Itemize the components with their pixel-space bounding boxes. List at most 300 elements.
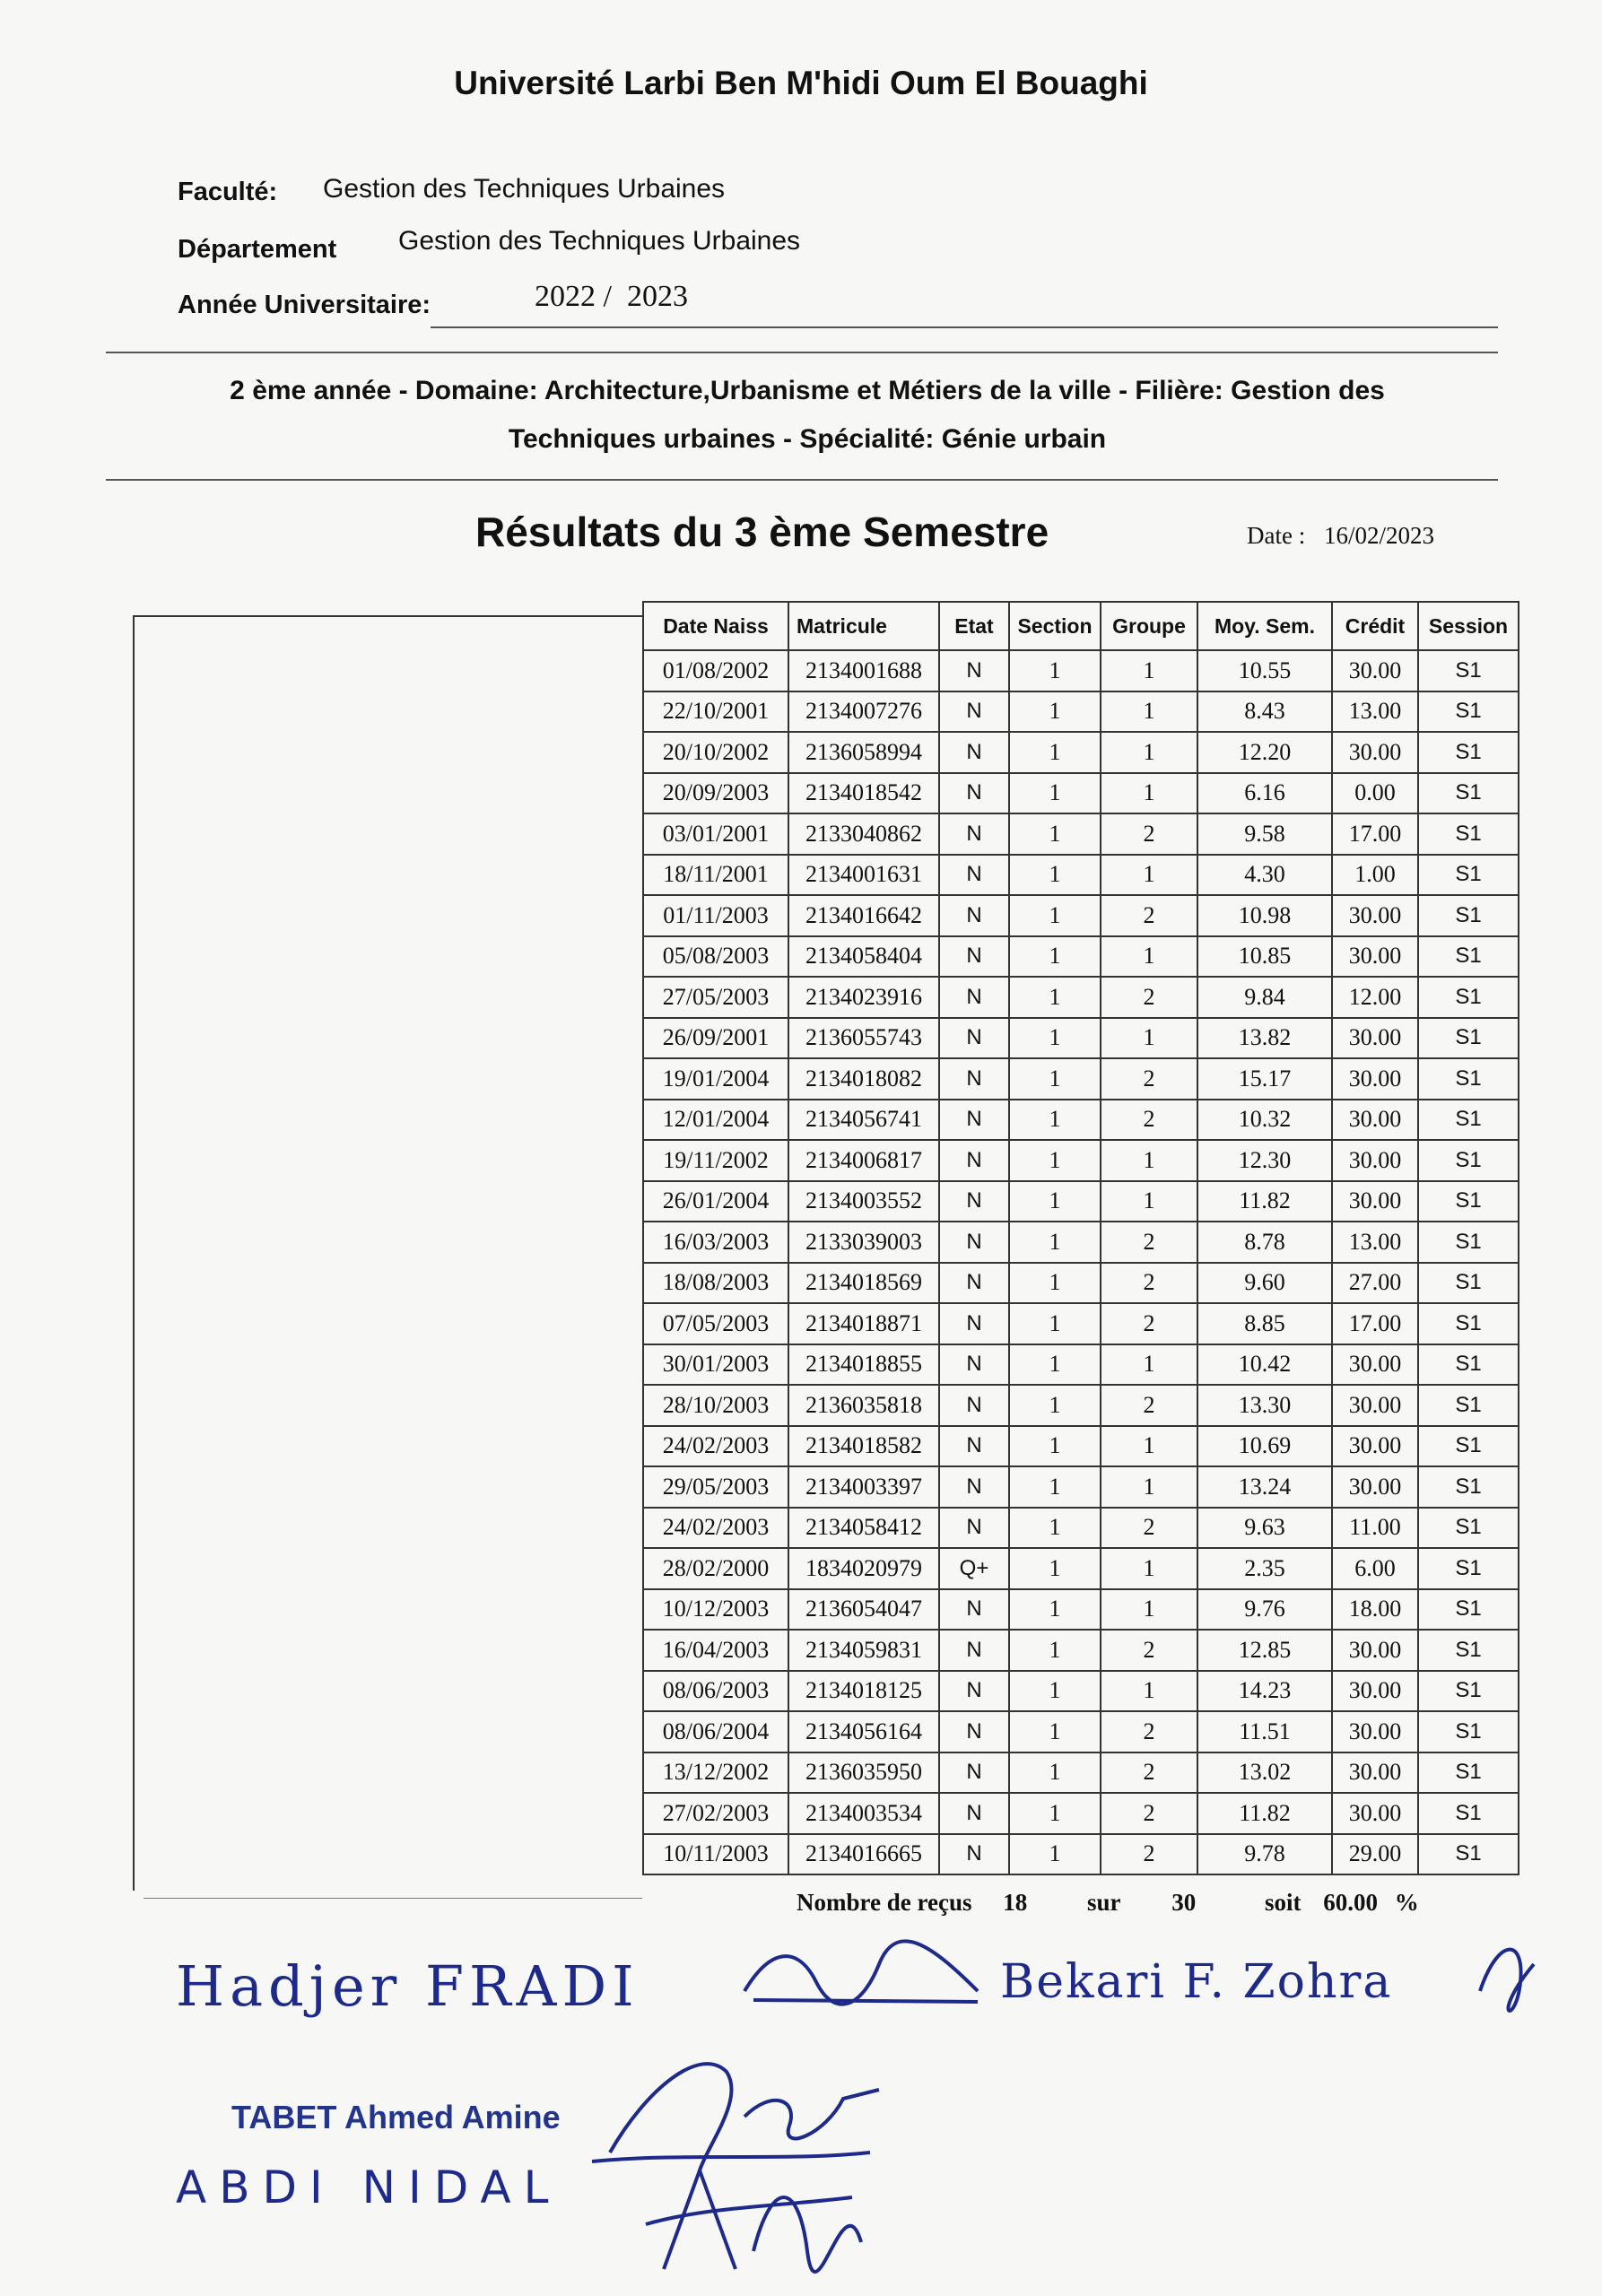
- cell-session: S1: [1418, 773, 1519, 814]
- cell-section: 1: [1009, 1548, 1101, 1589]
- cell-credit: 13.00: [1332, 1222, 1418, 1263]
- cell-moy-sem: 13.24: [1197, 1466, 1332, 1508]
- table-row: [643, 1711, 1519, 1752]
- cell-section: 1: [1009, 1018, 1101, 1059]
- cell-credit: 0.00: [1332, 773, 1418, 814]
- cell-session: S1: [1418, 1752, 1519, 1794]
- cell-session: S1: [1418, 1466, 1519, 1508]
- cell-etat: N: [939, 1630, 1009, 1671]
- cell-session: S1: [1418, 1263, 1519, 1304]
- cell-etat: N: [939, 977, 1009, 1018]
- header-session: Session: [1418, 602, 1519, 650]
- cell-date-naiss: 20/10/2002: [643, 732, 788, 773]
- table-row: [643, 1508, 1519, 1549]
- cell-groupe: 2: [1101, 1385, 1197, 1426]
- cell-credit: 30.00: [1332, 1630, 1418, 1671]
- cell-moy-sem: 9.84: [1197, 977, 1332, 1018]
- cell-date-naiss: 28/10/2003: [643, 1385, 788, 1426]
- cell-credit: 30.00: [1332, 1671, 1418, 1712]
- cell-etat: N: [939, 855, 1009, 896]
- cell-groupe: 2: [1101, 1834, 1197, 1875]
- header-groupe: Groupe: [1101, 602, 1197, 650]
- cell-section: 1: [1009, 977, 1101, 1018]
- cell-matricule: 2134001631: [788, 855, 939, 896]
- cell-moy-sem: 14.23: [1197, 1671, 1332, 1712]
- cell-credit: 30.00: [1332, 1018, 1418, 1059]
- faculte-label: Faculté:: [178, 178, 278, 206]
- cell-section: 1: [1009, 895, 1101, 936]
- table-row: [643, 1466, 1519, 1508]
- cursus-line-1: 2 ème année - Domaine: Architecture,Urbanisme et Métiers de la ville - Filière: Gestion des: [230, 376, 1385, 405]
- cell-matricule: 2134018082: [788, 1058, 939, 1100]
- cell-etat: N: [939, 1508, 1009, 1549]
- cell-session: S1: [1418, 936, 1519, 978]
- cell-matricule: 2134003552: [788, 1181, 939, 1222]
- cell-groupe: 2: [1101, 1263, 1197, 1304]
- cell-credit: 29.00: [1332, 1834, 1418, 1875]
- table-row: [643, 1018, 1519, 1059]
- cell-etat: N: [939, 1793, 1009, 1834]
- cell-date-naiss: 26/01/2004: [643, 1181, 788, 1222]
- cell-matricule: 2134023916: [788, 977, 939, 1018]
- cell-moy-sem: 10.42: [1197, 1344, 1332, 1386]
- table-row: [643, 977, 1519, 1018]
- cell-groupe: 1: [1101, 1466, 1197, 1508]
- header-section: Section: [1009, 602, 1101, 650]
- cell-moy-sem: 8.85: [1197, 1303, 1332, 1344]
- cell-moy-sem: 9.60: [1197, 1263, 1332, 1304]
- cell-matricule: 2134018855: [788, 1344, 939, 1386]
- cell-credit: 30.00: [1332, 650, 1418, 691]
- date-value: 16/02/2023: [1323, 522, 1434, 549]
- cell-moy-sem: 8.78: [1197, 1222, 1332, 1263]
- divider-upper: [106, 352, 1498, 353]
- table-row: [643, 732, 1519, 773]
- cell-groupe: 1: [1101, 1671, 1197, 1712]
- cell-session: S1: [1418, 1589, 1519, 1631]
- cell-credit: 11.00: [1332, 1508, 1418, 1549]
- cell-date-naiss: 16/03/2003: [643, 1222, 788, 1263]
- cell-matricule: 2134058404: [788, 936, 939, 978]
- cell-moy-sem: 12.20: [1197, 732, 1332, 773]
- cell-etat: N: [939, 773, 1009, 814]
- divider-summary: [144, 1898, 642, 1899]
- cell-date-naiss: 26/09/2001: [643, 1018, 788, 1059]
- cell-groupe: 2: [1101, 1058, 1197, 1100]
- cell-session: S1: [1418, 1834, 1519, 1875]
- cell-section: 1: [1009, 1385, 1101, 1426]
- cell-credit: 6.00: [1332, 1548, 1418, 1589]
- cell-groupe: 1: [1101, 1344, 1197, 1386]
- cell-groupe: 1: [1101, 691, 1197, 733]
- table-row: [643, 1344, 1519, 1386]
- cell-section: 1: [1009, 773, 1101, 814]
- cell-groupe: 1: [1101, 732, 1197, 773]
- cell-date-naiss: 08/06/2004: [643, 1711, 788, 1752]
- cell-section: 1: [1009, 1222, 1101, 1263]
- cell-etat: N: [939, 813, 1009, 855]
- cell-groupe: 2: [1101, 1222, 1197, 1263]
- cell-moy-sem: 11.82: [1197, 1793, 1332, 1834]
- divider-lower: [106, 479, 1498, 481]
- cell-credit: 30.00: [1332, 1140, 1418, 1181]
- cell-date-naiss: 01/08/2002: [643, 650, 788, 691]
- cell-section: 1: [1009, 936, 1101, 978]
- cell-credit: 30.00: [1332, 1181, 1418, 1222]
- cell-credit: 30.00: [1332, 1711, 1418, 1752]
- cell-moy-sem: 13.02: [1197, 1752, 1332, 1794]
- cell-etat: N: [939, 1834, 1009, 1875]
- cell-section: 1: [1009, 1793, 1101, 1834]
- header-moy-sem: Moy. Sem.: [1197, 602, 1332, 650]
- cell-credit: 30.00: [1332, 732, 1418, 773]
- cell-moy-sem: 9.63: [1197, 1508, 1332, 1549]
- cell-date-naiss: 05/08/2003: [643, 936, 788, 978]
- cursus-line-2: Techniques urbaines - Spécialité: Génie urbain: [508, 424, 1107, 454]
- cell-credit: 17.00: [1332, 813, 1418, 855]
- cell-matricule: 2134056741: [788, 1100, 939, 1141]
- cell-etat: N: [939, 691, 1009, 733]
- cell-etat: N: [939, 1018, 1009, 1059]
- cell-etat: N: [939, 1671, 1009, 1712]
- cell-credit: 30.00: [1332, 1466, 1418, 1508]
- table-header-row: [643, 602, 1519, 650]
- signature-2: [1471, 1928, 1543, 2027]
- table-row: [643, 1222, 1519, 1263]
- divider-top: [431, 326, 1498, 328]
- cell-session: S1: [1418, 1508, 1519, 1549]
- cell-date-naiss: 24/02/2003: [643, 1508, 788, 1549]
- cell-moy-sem: 13.30: [1197, 1385, 1332, 1426]
- header-credit: Crédit: [1332, 602, 1418, 650]
- cell-session: S1: [1418, 1671, 1519, 1712]
- cell-credit: 13.00: [1332, 691, 1418, 733]
- cell-session: S1: [1418, 1385, 1519, 1426]
- cell-section: 1: [1009, 1181, 1101, 1222]
- cell-matricule: 2134003397: [788, 1466, 939, 1508]
- cell-matricule: 2136055743: [788, 1018, 939, 1059]
- cell-section: 1: [1009, 1263, 1101, 1304]
- cell-credit: 30.00: [1332, 895, 1418, 936]
- cell-matricule: 2134018582: [788, 1426, 939, 1467]
- cell-groupe: 1: [1101, 936, 1197, 978]
- date-block: [1247, 522, 1434, 550]
- cell-etat: N: [939, 1263, 1009, 1304]
- cell-session: S1: [1418, 855, 1519, 896]
- cell-etat: N: [939, 1385, 1009, 1426]
- soit-value: 60.00: [1323, 1889, 1378, 1916]
- cell-section: 1: [1009, 1100, 1101, 1141]
- table-row: [643, 1752, 1519, 1794]
- cell-credit: 30.00: [1332, 1385, 1418, 1426]
- typed-name: TABET Ahmed Amine: [231, 2099, 561, 2135]
- cell-date-naiss: 12/01/2004: [643, 1100, 788, 1141]
- table-row: [643, 1630, 1519, 1671]
- table-row: [643, 691, 1519, 733]
- cell-matricule: 2134056164: [788, 1711, 939, 1752]
- table-row: [643, 1834, 1519, 1875]
- cell-section: 1: [1009, 1140, 1101, 1181]
- table-row: [643, 1793, 1519, 1834]
- cell-section: 1: [1009, 1589, 1101, 1631]
- cell-matricule: 2136035818: [788, 1385, 939, 1426]
- cell-session: S1: [1418, 1630, 1519, 1671]
- cell-matricule: 2134059831: [788, 1630, 939, 1671]
- cell-section: 1: [1009, 1630, 1101, 1671]
- cell-date-naiss: 30/01/2003: [643, 1344, 788, 1386]
- soit-label: soit: [1265, 1889, 1302, 1916]
- table-row: [643, 1100, 1519, 1141]
- cell-matricule: 2133039003: [788, 1222, 939, 1263]
- cell-moy-sem: 9.58: [1197, 813, 1332, 855]
- cell-credit: 12.00: [1332, 977, 1418, 1018]
- cell-moy-sem: 10.32: [1197, 1100, 1332, 1141]
- table-row: [643, 1589, 1519, 1631]
- handwritten-name-1: Hadjer FRADI: [176, 1953, 640, 2019]
- cell-date-naiss: 19/11/2002: [643, 1140, 788, 1181]
- cell-section: 1: [1009, 732, 1101, 773]
- cell-date-naiss: 20/09/2003: [643, 773, 788, 814]
- cell-section: 1: [1009, 1752, 1101, 1794]
- recus-label: Nombre de reçus: [797, 1889, 972, 1916]
- cell-session: S1: [1418, 1018, 1519, 1059]
- cell-moy-sem: 8.43: [1197, 691, 1332, 733]
- cell-etat: N: [939, 732, 1009, 773]
- cell-etat: N: [939, 1752, 1009, 1794]
- cell-credit: 30.00: [1332, 936, 1418, 978]
- annee-label: Année Universitaire:: [178, 291, 431, 319]
- cell-session: S1: [1418, 813, 1519, 855]
- table-row: [643, 650, 1519, 691]
- cell-date-naiss: 10/12/2003: [643, 1589, 788, 1631]
- cell-date-naiss: 10/11/2003: [643, 1834, 788, 1875]
- table-row: [643, 1181, 1519, 1222]
- cell-moy-sem: 6.16: [1197, 773, 1332, 814]
- cell-date-naiss: 24/02/2003: [643, 1426, 788, 1467]
- cell-credit: 17.00: [1332, 1303, 1418, 1344]
- table-row: [643, 895, 1519, 936]
- cell-etat: N: [939, 1426, 1009, 1467]
- cell-moy-sem: 15.17: [1197, 1058, 1332, 1100]
- handwritten-name-3: ABDI NIDAL: [176, 2161, 562, 2213]
- cell-groupe: 2: [1101, 1711, 1197, 1752]
- cell-session: S1: [1418, 1140, 1519, 1181]
- cell-moy-sem: 10.85: [1197, 936, 1332, 978]
- table-row: [643, 936, 1519, 978]
- handwritten-name-2: Bekari F. Zohra: [1000, 1955, 1393, 2009]
- cell-etat: N: [939, 1466, 1009, 1508]
- cell-groupe: 1: [1101, 1018, 1197, 1059]
- cell-moy-sem: 11.82: [1197, 1181, 1332, 1222]
- cell-section: 1: [1009, 1344, 1101, 1386]
- cell-date-naiss: 03/01/2001: [643, 813, 788, 855]
- semester-title: Résultats du 3 ème Semestre: [475, 509, 1049, 555]
- cell-groupe: 2: [1101, 1508, 1197, 1549]
- table-row: [643, 1058, 1519, 1100]
- cell-session: S1: [1418, 1426, 1519, 1467]
- annee-value: 2022 / 2023: [535, 280, 688, 313]
- university-name: Université Larbi Ben M'hidi Oum El Bouaghi: [454, 65, 1148, 101]
- cell-date-naiss: 08/06/2003: [643, 1671, 788, 1712]
- cell-groupe: 2: [1101, 813, 1197, 855]
- cell-moy-sem: 11.51: [1197, 1711, 1332, 1752]
- cell-matricule: 2134058412: [788, 1508, 939, 1549]
- cell-date-naiss: 28/02/2000: [643, 1548, 788, 1589]
- cell-etat: N: [939, 650, 1009, 691]
- cell-groupe: 1: [1101, 650, 1197, 691]
- table-row: [643, 1263, 1519, 1304]
- cell-etat: N: [939, 1589, 1009, 1631]
- cell-session: S1: [1418, 1548, 1519, 1589]
- cell-section: 1: [1009, 691, 1101, 733]
- cell-session: S1: [1418, 1100, 1519, 1141]
- cell-section: 1: [1009, 1711, 1101, 1752]
- table-row: [643, 1426, 1519, 1467]
- cell-groupe: 1: [1101, 1140, 1197, 1181]
- cell-matricule: 2134016642: [788, 895, 939, 936]
- cell-session: S1: [1418, 1793, 1519, 1834]
- signature-1: [736, 1928, 987, 2027]
- cell-groupe: 1: [1101, 855, 1197, 896]
- cell-groupe: 2: [1101, 1303, 1197, 1344]
- cell-groupe: 2: [1101, 1100, 1197, 1141]
- cell-groupe: 1: [1101, 1548, 1197, 1589]
- header-date-naiss: Date Naiss: [643, 602, 788, 650]
- cell-date-naiss: 18/11/2001: [643, 855, 788, 896]
- header-matricule: Matricule: [788, 602, 939, 650]
- table-row: [643, 855, 1519, 896]
- cell-etat: N: [939, 936, 1009, 978]
- cell-date-naiss: 22/10/2001: [643, 691, 788, 733]
- cell-session: S1: [1418, 1303, 1519, 1344]
- cell-etat: N: [939, 1100, 1009, 1141]
- cell-matricule: 2133040862: [788, 813, 939, 855]
- cell-etat: N: [939, 1058, 1009, 1100]
- cell-moy-sem: 9.78: [1197, 1834, 1332, 1875]
- cell-etat: N: [939, 1711, 1009, 1752]
- cell-etat: N: [939, 1140, 1009, 1181]
- cell-moy-sem: 2.35: [1197, 1548, 1332, 1589]
- cell-moy-sem: 10.55: [1197, 650, 1332, 691]
- cell-session: S1: [1418, 895, 1519, 936]
- cell-matricule: 1834020979: [788, 1548, 939, 1589]
- cell-matricule: 2134016665: [788, 1834, 939, 1875]
- cell-matricule: 2134018871: [788, 1303, 939, 1344]
- cell-section: 1: [1009, 1834, 1101, 1875]
- redacted-names-area: [133, 615, 644, 1891]
- departement-value: Gestion des Techniques Urbaines: [398, 226, 801, 256]
- cell-groupe: 1: [1101, 1589, 1197, 1631]
- cell-etat: N: [939, 895, 1009, 936]
- cell-section: 1: [1009, 1508, 1101, 1549]
- cell-moy-sem: 10.98: [1197, 895, 1332, 936]
- faculte-value: Gestion des Techniques Urbaines: [323, 174, 726, 204]
- cell-section: 1: [1009, 1058, 1101, 1100]
- cell-matricule: 2136035950: [788, 1752, 939, 1794]
- cell-credit: 30.00: [1332, 1058, 1418, 1100]
- recus-value: 18: [1003, 1889, 1028, 1916]
- cell-credit: 27.00: [1332, 1263, 1418, 1304]
- cell-credit: 1.00: [1332, 855, 1418, 896]
- cell-matricule: 2134006817: [788, 1140, 939, 1181]
- cell-groupe: 1: [1101, 773, 1197, 814]
- cell-date-naiss: 13/12/2002: [643, 1752, 788, 1794]
- percent-sign: %: [1394, 1889, 1419, 1916]
- cell-session: S1: [1418, 732, 1519, 773]
- cell-section: 1: [1009, 1466, 1101, 1508]
- cell-section: 1: [1009, 813, 1101, 855]
- results-table: [642, 601, 1519, 1875]
- cell-date-naiss: 29/05/2003: [643, 1466, 788, 1508]
- cell-matricule: 2134018125: [788, 1671, 939, 1712]
- cell-date-naiss: 16/04/2003: [643, 1630, 788, 1671]
- cell-groupe: 1: [1101, 1426, 1197, 1467]
- cell-etat: N: [939, 1344, 1009, 1386]
- table-row: [643, 813, 1519, 855]
- cell-matricule: 2136058994: [788, 732, 939, 773]
- table-row: [643, 773, 1519, 814]
- cell-groupe: 2: [1101, 895, 1197, 936]
- cell-etat: N: [939, 1303, 1009, 1344]
- departement-label: Département: [178, 235, 337, 264]
- summary-line: [797, 1889, 1444, 1917]
- cell-groupe: 2: [1101, 1793, 1197, 1834]
- cell-section: 1: [1009, 855, 1101, 896]
- cell-session: S1: [1418, 1181, 1519, 1222]
- cell-matricule: 2134007276: [788, 691, 939, 733]
- header-etat: Etat: [939, 602, 1009, 650]
- cell-etat: Q+: [939, 1548, 1009, 1589]
- cell-moy-sem: 9.76: [1197, 1589, 1332, 1631]
- cell-section: 1: [1009, 1671, 1101, 1712]
- cell-groupe: 2: [1101, 977, 1197, 1018]
- cell-session: S1: [1418, 650, 1519, 691]
- cell-moy-sem: 10.69: [1197, 1426, 1332, 1467]
- table-row: [643, 1303, 1519, 1344]
- date-label: Date :: [1247, 522, 1306, 549]
- cell-moy-sem: 12.85: [1197, 1630, 1332, 1671]
- cell-date-naiss: 27/05/2003: [643, 977, 788, 1018]
- cell-credit: 18.00: [1332, 1589, 1418, 1631]
- sur-value: 30: [1171, 1889, 1197, 1916]
- cell-moy-sem: 4.30: [1197, 855, 1332, 896]
- cell-credit: 30.00: [1332, 1344, 1418, 1386]
- table-row: [643, 1671, 1519, 1712]
- cell-section: 1: [1009, 650, 1101, 691]
- cell-credit: 30.00: [1332, 1426, 1418, 1467]
- cell-credit: 30.00: [1332, 1793, 1418, 1834]
- table-row: [643, 1548, 1519, 1589]
- cell-date-naiss: 18/08/2003: [643, 1263, 788, 1304]
- cell-session: S1: [1418, 1711, 1519, 1752]
- table-row: [643, 1140, 1519, 1181]
- cell-groupe: 2: [1101, 1752, 1197, 1794]
- cell-matricule: 2134018542: [788, 773, 939, 814]
- cell-matricule: 2134003534: [788, 1793, 939, 1834]
- cell-session: S1: [1418, 691, 1519, 733]
- cell-etat: N: [939, 1222, 1009, 1263]
- table-row: [643, 1385, 1519, 1426]
- cell-moy-sem: 12.30: [1197, 1140, 1332, 1181]
- cell-etat: N: [939, 1181, 1009, 1222]
- cell-credit: 30.00: [1332, 1100, 1418, 1141]
- cell-date-naiss: 01/11/2003: [643, 895, 788, 936]
- cell-session: S1: [1418, 977, 1519, 1018]
- cell-date-naiss: 07/05/2003: [643, 1303, 788, 1344]
- cell-section: 1: [1009, 1303, 1101, 1344]
- cell-groupe: 2: [1101, 1630, 1197, 1671]
- cell-moy-sem: 13.82: [1197, 1018, 1332, 1059]
